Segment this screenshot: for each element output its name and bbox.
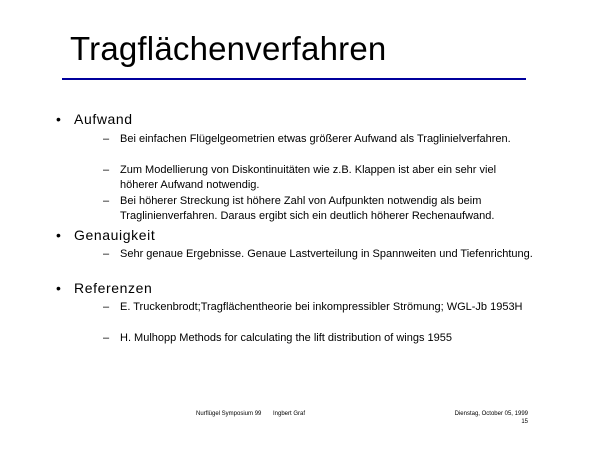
- slide-title: Tragflächenverfahren: [70, 30, 387, 67]
- bullet-genauigkeit: [56, 227, 155, 243]
- footer-date-page: [430, 410, 528, 426]
- footer-page-number: 15: [521, 419, 528, 425]
- dash-glyph: –: [103, 248, 110, 260]
- dash-glyph: –: [103, 332, 110, 344]
- bullet-aufwand: [56, 111, 133, 127]
- sub-item-text: Zum Modellierung von Diskontinuitäten wie z.B. Klappen ist aber ein sehr viel höherer Aufwand notwendig.: [120, 164, 497, 191]
- dash-glyph: –: [103, 164, 110, 176]
- sub-item: [103, 300, 533, 315]
- sub-item-text: Bei einfachen Flügelgeometrien etwas größerer Aufwand als Traglinielverfahren.: [120, 133, 511, 145]
- bullet-heading: Genauigkeit: [74, 227, 156, 243]
- sub-item: [103, 194, 533, 224]
- bullet-heading: Referenzen: [74, 280, 153, 296]
- dash-glyph: –: [103, 195, 110, 207]
- sub-item: [103, 331, 533, 346]
- sub-item-text: H. Mulhopp Methods for calculating the lift distribution of wings 1955: [120, 332, 453, 344]
- sub-item: [103, 247, 533, 262]
- bullet-glyph: •: [56, 227, 61, 243]
- sub-item-text: Bei höherer Streckung ist höhere Zahl von Aufpunkten notwendig als beim Traglinienverfahren. Daraus ergibt sich ein deutlich höherer Rechenaufwand.: [120, 195, 495, 222]
- sub-item-text: E. Truckenbrodt;Tragflächentheorie bei inkompressibler Strömung; WGL-Jb 1953H: [120, 301, 523, 313]
- sub-item-text: Sehr genaue Ergebnisse. Genaue Lastverteilung in Spannweiten und Tiefenrichtung.: [120, 248, 533, 260]
- dash-glyph: –: [103, 133, 110, 145]
- footer-author: Ingbert Graf: [273, 411, 306, 417]
- sub-item: [103, 163, 533, 193]
- bullet-glyph: •: [56, 280, 61, 296]
- bullet-glyph: •: [56, 111, 61, 127]
- dash-glyph: –: [103, 301, 110, 313]
- bullet-referenzen: [56, 280, 152, 296]
- title-underline: [62, 78, 526, 80]
- sub-item: [103, 132, 533, 147]
- footer-event: Nurflügel Symposium 99: [196, 411, 262, 417]
- bullet-heading: Aufwand: [74, 111, 133, 127]
- footer-date: Dienstag, October 05, 1999: [454, 411, 528, 417]
